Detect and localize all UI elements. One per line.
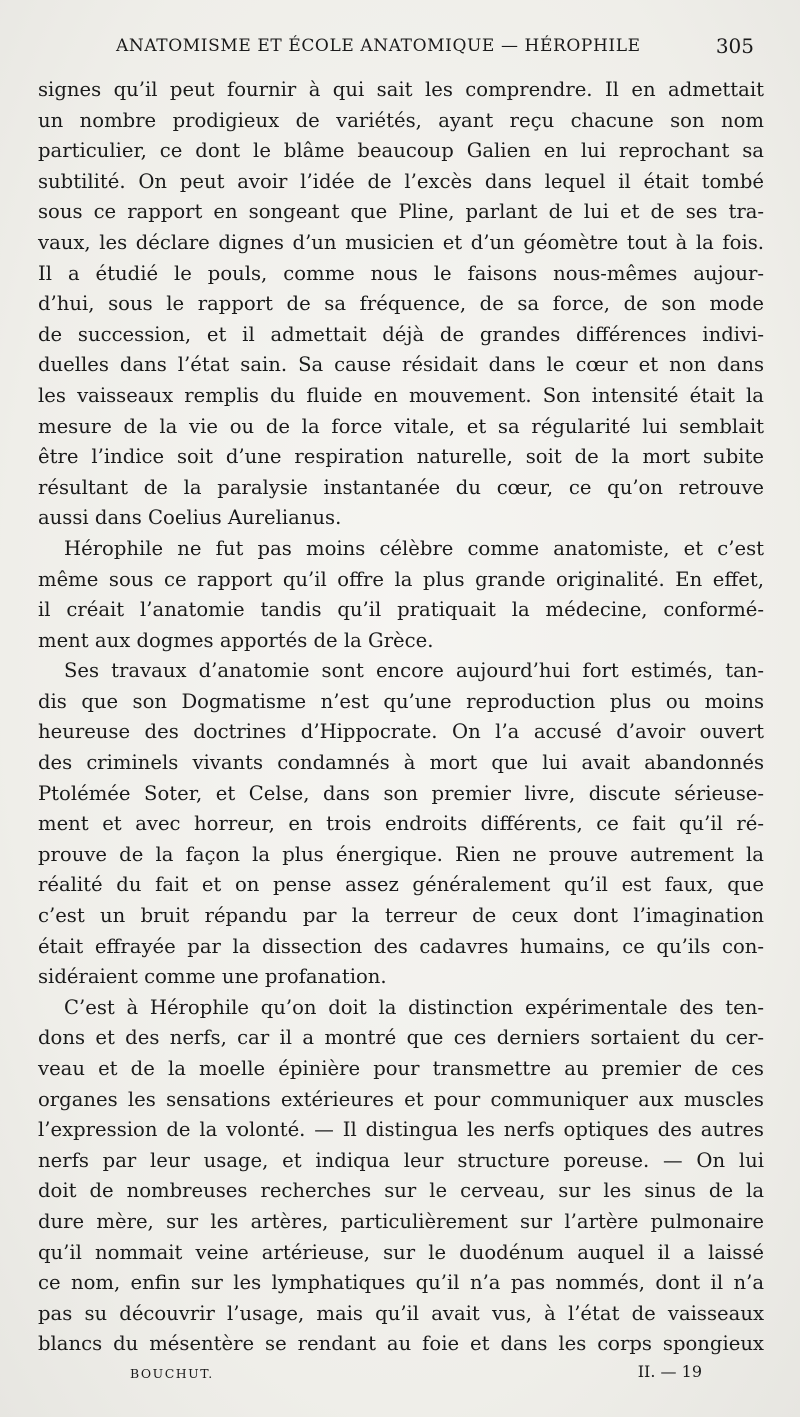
sheet-mark: II. — 19 bbox=[637, 1362, 702, 1381]
text-line: réalité du fait et on pense assez généralement qu’il est faux, que bbox=[38, 873, 764, 897]
text-line: blancs du mésentère se rendant au foie et dans les corps spongieux bbox=[38, 1332, 764, 1356]
text-line: d’hui, sous le rapport de sa fréquence, de sa force, de son mode bbox=[38, 292, 764, 316]
text-line: dure mère, sur les artères, particulièrement sur l’artère pulmonaire bbox=[38, 1209, 764, 1233]
signature-mark: BOUCHUT. bbox=[130, 1366, 214, 1381]
text-line: ment et avec horreur, en trois endroits différents, ce fait qu’il ré- bbox=[38, 812, 764, 836]
text-line: sous ce rapport en songeant que Pline, parlant de lui et de ses tra- bbox=[38, 200, 764, 224]
text-line: était effrayée par la dissection des cadavres humains, ce qu’ils con- bbox=[38, 934, 764, 958]
text-line: signes qu’il peut fournir à qui sait les comprendre. Il en admettait bbox=[38, 78, 764, 101]
text-line: veau et de la moelle épinière pour transmettre au premier de ces bbox=[38, 1057, 764, 1080]
text-line: des criminels vivants condamnés à mort que lui avait abandonnés bbox=[38, 751, 764, 775]
paragraph-anatomist bbox=[38, 534, 764, 656]
text-line: sidéraient comme une profanation. bbox=[38, 965, 387, 989]
text-line: être l’indice soit d’une respiration naturelle, soit de la mort subite bbox=[38, 445, 764, 469]
text-line: Ptolémée Soter, et Celse, dans son premier livre, discute sérieuse- bbox=[38, 781, 764, 805]
text-line: nerfs par leur usage, et indiqua leur structure poreuse. — On lui bbox=[38, 1148, 764, 1172]
text-line: dons et des nerfs, car il a montré que ces derniers sortaient du cer- bbox=[38, 1026, 764, 1050]
text-line: résultant de la paralysie instantanée du cœur, ce qu’on retrouve bbox=[38, 475, 764, 499]
text-line: même sous ce rapport qu’il offre la plus grande originalité. En effet, bbox=[38, 567, 764, 591]
text-line: Il a étudié le pouls, comme nous le faisons nous-mêmes aujour- bbox=[38, 261, 764, 285]
text-line: C’est à Hérophile qu’on doit la distinction expérimentale des ten- bbox=[64, 995, 764, 1019]
running-title: ANATOMISME ET ÉCOLE ANATOMIQUE — HÉROPHILE bbox=[116, 36, 641, 56]
text-line: particulier, ce dont le blâme beaucoup Galien en lui reprochant sa bbox=[38, 139, 764, 163]
text-line: heureuse des doctrines d’Hippocrate. On l’a accusé d’avoir ouvert bbox=[38, 720, 764, 744]
text-line: il créait l’anatomie tandis qu’il pratiquait la médecine, conformé- bbox=[38, 598, 764, 622]
text-line: subtilité. On peut avoir l’idée de l’excès dans lequel il était tombé bbox=[38, 169, 764, 193]
text-line: de succession, et il admettait déjà de grandes différences indivi- bbox=[38, 322, 764, 346]
paragraph-nerves bbox=[38, 993, 764, 1360]
text-line: dis que son Dogmatisme n’est qu’une reproduction plus ou moins bbox=[38, 689, 764, 713]
text-line: qu’il nommait veine artérieuse, sur le duodénum auquel il a laissé bbox=[38, 1240, 764, 1264]
text-line: un nombre prodigieux de variétés, ayant reçu chacune son nom bbox=[38, 108, 764, 132]
text-line: prouve de la façon la plus énergique. Rien ne prouve autrement la bbox=[38, 842, 764, 866]
text-line: ment aux dogmes apportés de la Grèce. bbox=[38, 628, 434, 652]
text-line: Ses travaux d’anatomie sont encore aujourd’hui fort estimés, tan- bbox=[64, 659, 764, 683]
body-text bbox=[38, 75, 764, 1360]
paragraph-pulse bbox=[38, 75, 764, 534]
text-line: duelles dans l’état sain. Sa cause résidait dans le cœur et non dans bbox=[38, 353, 764, 377]
text-line: doit de nombreuses recherches sur le cerveau, sur les sinus de la bbox=[38, 1179, 764, 1203]
text-line: Hérophile ne fut pas moins célèbre comme anatomiste, et c’est bbox=[64, 536, 764, 560]
paragraph-works bbox=[38, 656, 764, 993]
text-line: mesure de la vie ou de la force vitale, et sa régularité lui semblait bbox=[38, 414, 764, 438]
text-line: l’expression de la volonté. — Il distingua les nerfs optiques des autres bbox=[38, 1118, 764, 1142]
text-line: c’est un bruit répandu par la terreur de ceux dont l’imagination bbox=[38, 904, 764, 928]
page-number: 305 bbox=[715, 34, 754, 58]
text-line: aussi dans Coelius Aurelianus. bbox=[38, 506, 342, 530]
text-line: les vaisseaux remplis du fluide en mouvement. Son intensité était la bbox=[38, 383, 764, 407]
text-line: organes les sensations extérieures et pour communiquer aux muscles bbox=[38, 1087, 764, 1111]
running-head bbox=[116, 36, 754, 66]
text-line: pas su découvrir l’usage, mais qu’il avait vus, à l’état de vaisseaux bbox=[38, 1301, 764, 1325]
text-line: vaux, les déclare dignes d’un musicien et d’un géomètre tout à la fois. bbox=[38, 230, 764, 254]
page-footer bbox=[130, 1362, 752, 1386]
text-line: ce nom, enfin sur les lymphatiques qu’il n’a pas nommés, dont il n’a bbox=[38, 1271, 764, 1295]
